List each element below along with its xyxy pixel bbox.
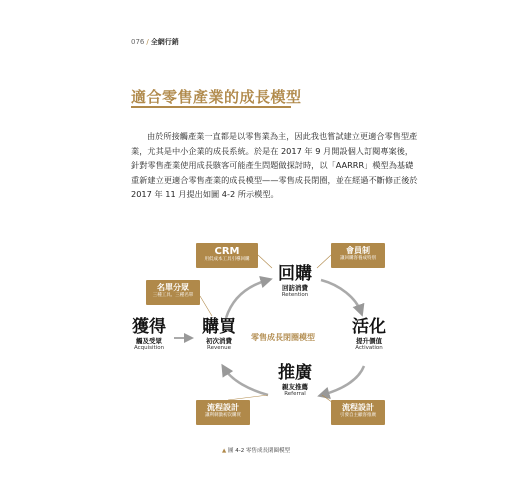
arrow-retention-to-activation (321, 280, 361, 312)
retention-label: 回購 (278, 264, 312, 284)
membership-box (331, 243, 385, 268)
node-referral (270, 364, 320, 398)
caption-marker: ▲ (222, 448, 227, 454)
header-separator: / (146, 38, 149, 46)
node-revenue (194, 318, 244, 352)
referral-en: Referral (284, 391, 306, 397)
acquisition-sub: 觸及受眾 (136, 337, 162, 345)
flow-design-left-title: 流程設計 (207, 403, 239, 412)
activation-en: Activation (355, 345, 383, 351)
flow-design-right-box (331, 400, 385, 425)
membership-title: 會員制 (346, 246, 370, 255)
crm-box (196, 243, 258, 268)
acquisition-label: 獲得 (132, 317, 166, 337)
node-activation (344, 318, 394, 352)
revenue-en: Revenue (207, 345, 231, 351)
revenue-label: 購買 (202, 317, 236, 337)
arrow-revenue-to-retention (226, 280, 268, 318)
connector-list (200, 296, 212, 316)
referral-label: 推廣 (278, 363, 312, 383)
caption-text: 圖 4-2 零售成長閉圈模型 (227, 448, 290, 454)
retention-en: Retention (281, 292, 309, 298)
revenue-sub: 初次消費 (206, 337, 232, 345)
arrow-referral-to-revenue (224, 368, 268, 395)
body-paragraph: 由於所接觸產業一直都是以零售業為主，因此我也嘗試建立更適合零售型產業，尤其是中小企業的成長系統。於是在 2017 年 9 月開設個人訂閱專案後，針對零售產業使用成長駭客可能產生問題做探討時，以「AARRR」模型為基礎重新建立更適合零售產業的成長模型——零售成長閉圈，並在經過不斷修正後於 2017 年 11 月提出如圖 4-2 所示模型。 (131, 131, 418, 200)
referral-sub: 親友推薦 (282, 383, 308, 391)
section-title: 適合零售產業的成長模型 (131, 88, 302, 106)
arrow-activation-to-referral (322, 366, 364, 395)
crm-desc: 用低成本工具引導回購 (204, 257, 250, 262)
book-title: 全網行銷 (150, 38, 179, 46)
node-retention (270, 265, 320, 299)
activation-label: 活化 (352, 317, 386, 337)
figure-caption (222, 446, 290, 454)
acquisition-en: Acquisition (133, 345, 165, 351)
list-segmentation-desc: 三種工具、三種名單 (152, 293, 194, 298)
diagram-center-label: 零售成長閉圈模型 (251, 333, 315, 342)
flow-design-left-desc: 讓利刺激初次購買 (205, 413, 241, 418)
flow-design-left-box (196, 400, 250, 425)
membership-desc: 讓回購客養成特別 (340, 256, 376, 261)
flow-design-right-desc: 引發自主顧客推廣 (340, 413, 376, 418)
flow-design-right-title: 流程設計 (342, 403, 374, 412)
activation-sub: 提升價值 (356, 337, 382, 345)
retention-sub: 回訪消費 (282, 284, 308, 292)
crm-title: CRM (214, 246, 240, 257)
list-segmentation-box (146, 280, 200, 305)
page-number: 076 (131, 38, 145, 46)
node-acquisition (124, 318, 174, 352)
list-segmentation-title: 名單分眾 (157, 283, 189, 292)
